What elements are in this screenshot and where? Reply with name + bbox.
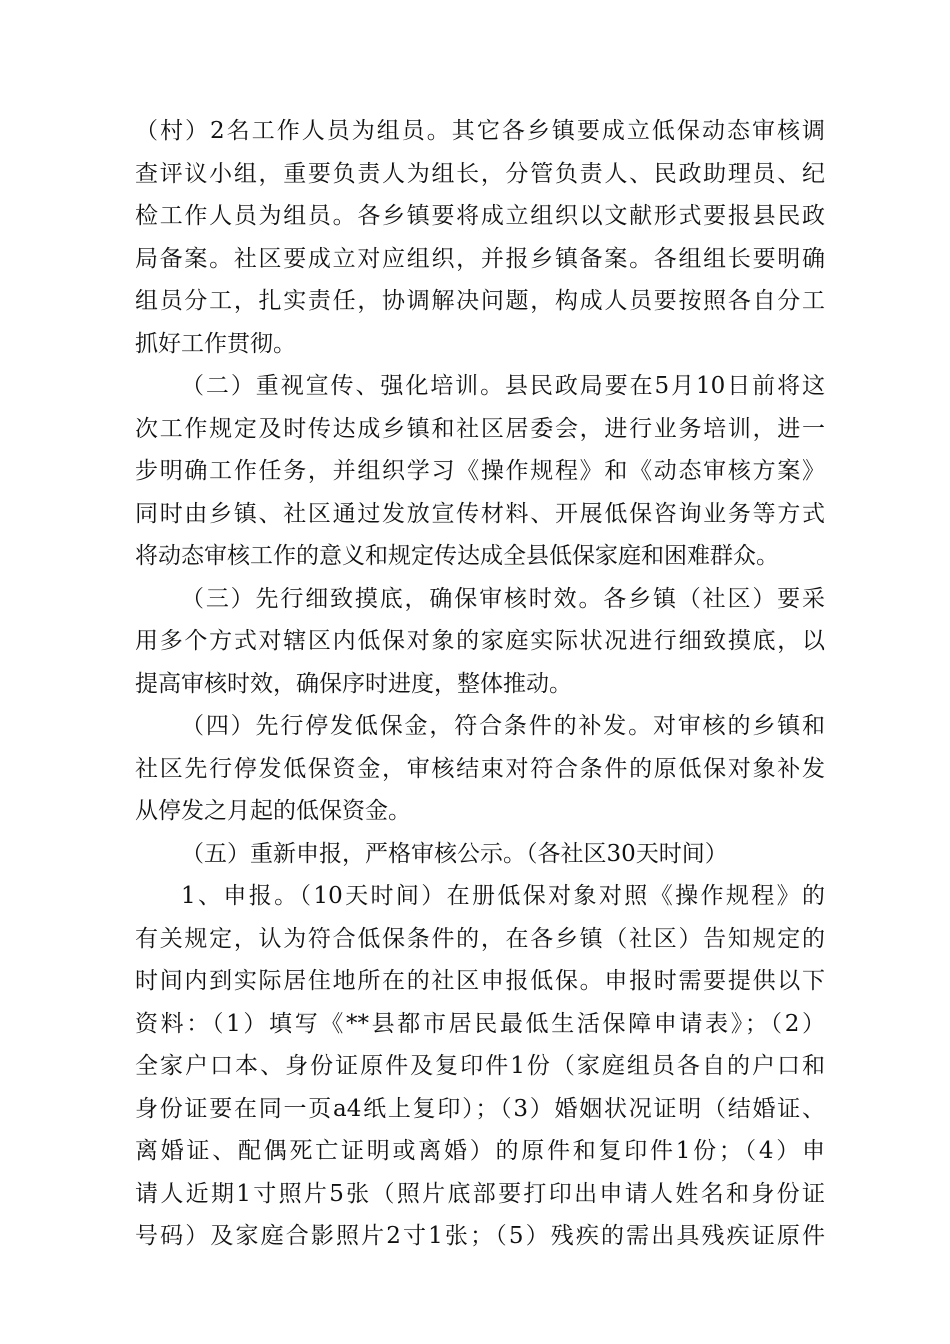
text-line: （四）先行停发低保金，符合条件的补发。对审核的乡镇和 — [181, 713, 825, 739]
text-line: 组员分工，扎实责任，协调解决问题，构成人员要按照各自分工 — [135, 288, 825, 314]
text-line: 步明确工作任务，并组织学习《操作规程》和《动态审核方案》 — [135, 458, 825, 484]
text-line: 将动态审核工作的意义和规定传达成全县低保家庭和困难群众。 — [135, 543, 779, 569]
text-line: 1、申报。（10天时间）在册低保对象对照《操作规程》的 — [181, 883, 825, 909]
text-line: 有关规定，认为符合低保条件的，在各乡镇（社区）告知规定的 — [135, 925, 825, 952]
text-line: 同时由乡镇、社区通过发放宣传材料、开展低保咨询业务等方式 — [135, 500, 825, 527]
text-line: 检工作人员为组员。各乡镇要将成立组织以文献形式要报县民政 — [135, 203, 825, 229]
text-line: 从停发之月起的低保资金。 — [135, 798, 411, 824]
text-line: （三）先行细致摸底，确保审核时效。各乡镇（社区）要采 — [181, 585, 825, 612]
text-line: 抓好工作贯彻。 — [135, 330, 296, 357]
text-line: 社区先行停发低保资金，审核结束对符合条件的原低保对象补发 — [135, 755, 825, 782]
text-line: 全家户口本、身份证原件及复印件1份（家庭组员各自的户口和 — [135, 1053, 825, 1079]
text-line: 提高审核时效，确保序时进度，整体推动。 — [135, 670, 572, 697]
text-line: （五）重新申报，严格审核公示。（各社区30天时间） — [181, 840, 728, 867]
text-line: 用多个方式对辖区内低保对象的家庭实际状况进行细致摸底，以 — [135, 628, 825, 654]
text-line: （村）2名工作人员为组员。其它各乡镇要成立低保动态审核调 — [135, 118, 825, 144]
text-line: 时间内到实际居住地所在的社区申报低保。申报时需要提供以下 — [135, 968, 825, 994]
text-line: 局备案。社区要成立对应组织，并报乡镇备案。各组组长要明确 — [135, 245, 825, 272]
text-line: 资料：（1）填写《**县都市居民最低生活保障申请表》；（2） — [135, 1010, 825, 1037]
text-line: 查评议小组，重要负责人为组长，分管负责人、民政助理员、纪 — [135, 160, 825, 187]
text-line: 身份证要在同一页a4纸上复印）；（3）婚姻状况证明（结婚证、 — [135, 1095, 825, 1122]
text-line: （二）重视宣传、强化培训。县民政局要在5月10日前将这 — [181, 373, 825, 399]
text-line: 离婚证、配偶死亡证明或离婚）的原件和复印件1份；（4）申 — [135, 1138, 825, 1164]
document-body — [135, 110, 825, 1258]
text-line: 请人近期1寸照片5张（照片底部要打印出申请人姓名和身份证 — [135, 1180, 825, 1207]
text-line: 号码）及家庭合影照片2寸1张；（5）残疾的需出具残疾证原件 — [135, 1223, 825, 1249]
text-line: 次工作规定及时传达成乡镇和社区居委会，进行业务培训，进一 — [135, 415, 825, 442]
